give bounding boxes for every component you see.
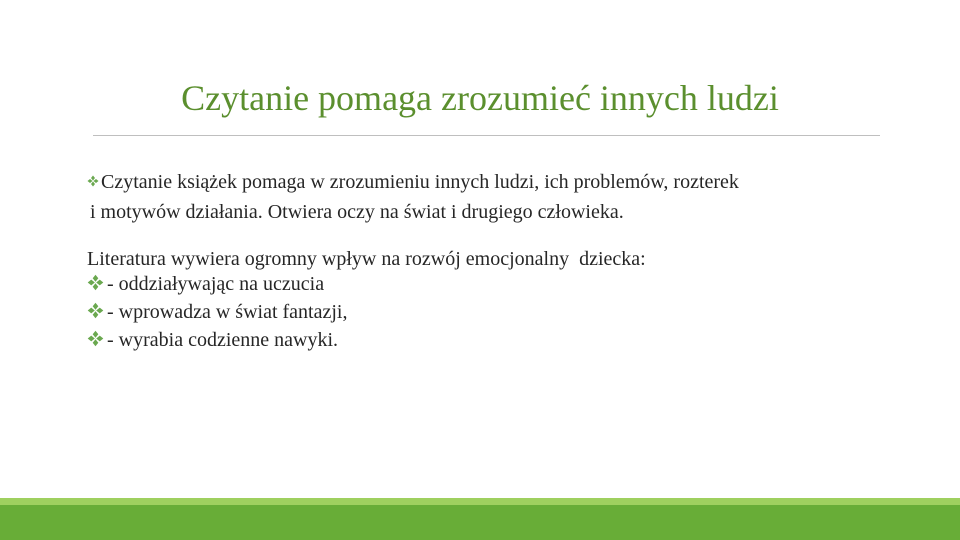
paragraph-line-1: Czytanie książek pomaga w zrozumieniu innych ludzi, ich problemów, rozterek: [101, 171, 739, 193]
list-item-text: - wyrabia codzienne nawyki.: [107, 329, 339, 351]
effects-list: [87, 270, 347, 354]
title-divider: [93, 135, 880, 136]
diamond-bullet-icon: [87, 299, 104, 316]
diamond-bullet-icon: [87, 327, 104, 344]
literature-intro: Literatura wywiera ogromny wpływ na rozwój emocjonalny dziecka:: [87, 248, 646, 270]
paragraph-reading-benefits: [87, 166, 887, 227]
diamond-bullet-icon: [87, 166, 99, 178]
paragraph-line-2: i motywów działania. Otwiera oczy na świat i drugiego człowieka.: [90, 201, 624, 223]
footer-accent-stripe-light: [0, 498, 960, 505]
diamond-bullet-icon: [87, 271, 104, 288]
list-item-text: - wprowadza w świat fantazji,: [107, 301, 348, 323]
list-item-text: - oddziaływając na uczucia: [107, 273, 325, 295]
list-item: [87, 270, 347, 298]
list-item: [87, 298, 347, 326]
footer-accent-bar: [0, 498, 960, 540]
list-item: [87, 326, 347, 354]
slide-title: Czytanie pomaga zrozumieć innych ludzi: [181, 78, 779, 118]
footer-accent-stripe-dark: [0, 505, 960, 540]
